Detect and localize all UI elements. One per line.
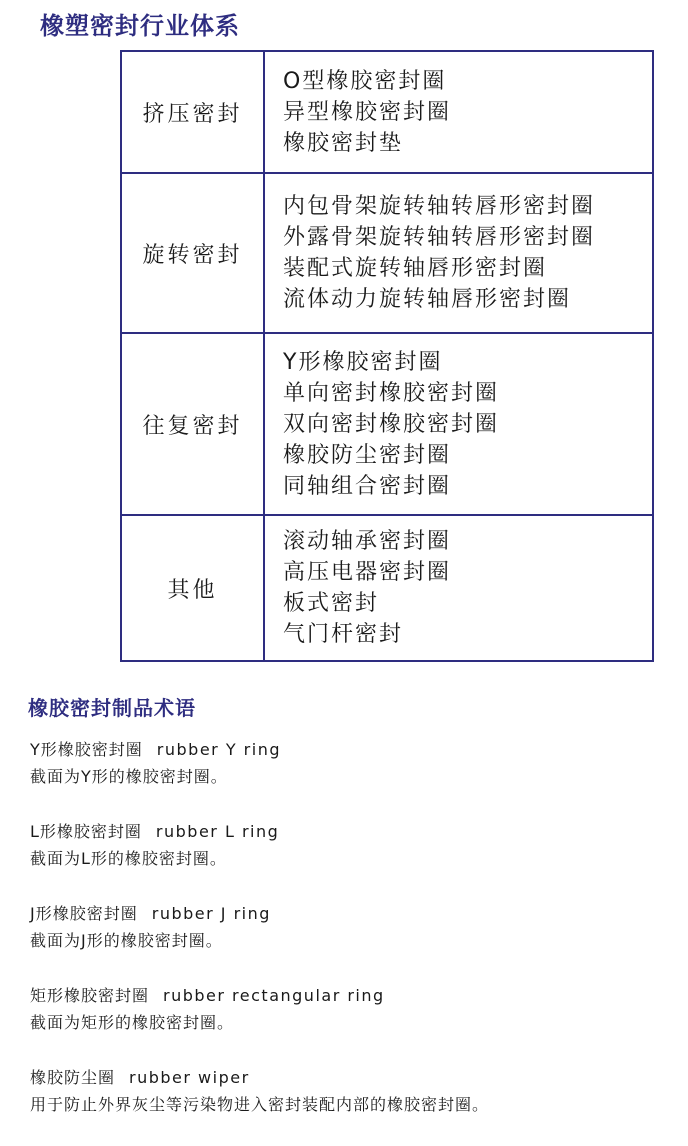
item: 装配式旋转轴唇形密封圈 [283, 256, 548, 281]
seal-system-table [120, 50, 654, 662]
table-row [122, 516, 652, 660]
item: Y形橡胶密封圈 [283, 349, 443, 375]
term-desc: 截面为矩形的橡胶密封圈。 [30, 1013, 235, 1032]
items-cell [265, 52, 652, 172]
category-cell: 挤压密封 [122, 52, 265, 172]
term-cn: 橡胶防尘圈 [30, 1068, 116, 1087]
item: 橡胶防尘密封圈 [283, 442, 452, 468]
term-heading [30, 736, 680, 763]
item: 滚动轴承密封圈 [283, 529, 452, 554]
category-cell: 旋转密封 [122, 174, 265, 332]
category-cell: 往复密封 [122, 334, 265, 514]
term-entry [30, 1064, 680, 1146]
item: 气门杆密封 [283, 622, 404, 647]
term-heading [30, 1064, 680, 1091]
category-cell: 其他 [122, 516, 265, 660]
term-cn: Y形橡胶密封圈 [30, 740, 143, 759]
term-desc: 用于防止外界灰尘等污染物进入密封装配内部的橡胶密封圈。 [30, 1095, 490, 1114]
term-en: rubber L ring [155, 822, 280, 841]
items-cell [265, 334, 652, 514]
items-cell [265, 516, 652, 660]
terms-title: 橡胶密封制品术语 [28, 696, 196, 720]
page-title: 橡塑密封行业体系 [40, 12, 240, 40]
term-desc: 截面为L形的橡胶密封圈。 [30, 849, 227, 868]
term-en: rubber rectangular ring [163, 986, 385, 1005]
item: O型橡胶密封圈 [283, 68, 447, 94]
item: 橡胶密封垫 [283, 130, 404, 156]
term-desc: 截面为J形的橡胶密封圈。 [30, 931, 223, 950]
item: 双向密封橡胶密封圈 [283, 411, 500, 437]
term-entry [30, 736, 680, 818]
term-desc: 截面为Y形的橡胶密封圈。 [30, 767, 228, 786]
terms-list [30, 736, 680, 1146]
table-row [122, 52, 652, 174]
term-heading [30, 818, 680, 845]
item: 流体动力旋转轴唇形密封圈 [283, 287, 572, 312]
table-row [122, 174, 652, 334]
term-cn: 矩形橡胶密封圈 [30, 986, 150, 1005]
item: 板式密封 [283, 591, 380, 616]
items-cell [265, 174, 652, 332]
item: 内包骨架旋转轴转唇形密封圈 [283, 194, 596, 219]
term-entry [30, 818, 680, 900]
term-en: rubber wiper [129, 1068, 250, 1087]
item: 同轴组合密封圈 [283, 473, 452, 499]
term-entry [30, 900, 680, 982]
term-cn: J形橡胶密封圈 [30, 904, 138, 923]
item: 高压电器密封圈 [283, 560, 452, 585]
term-heading [30, 982, 680, 1009]
table-row [122, 334, 652, 516]
item: 外露骨架旋转轴转唇形密封圈 [283, 225, 596, 250]
item: 单向密封橡胶密封圈 [283, 380, 500, 406]
term-cn: L形橡胶密封圈 [30, 822, 142, 841]
term-en: rubber Y ring [156, 740, 281, 759]
item: 异型橡胶密封圈 [283, 99, 452, 125]
term-en: rubber J ring [151, 904, 271, 923]
term-entry [30, 982, 680, 1064]
term-heading [30, 900, 680, 927]
